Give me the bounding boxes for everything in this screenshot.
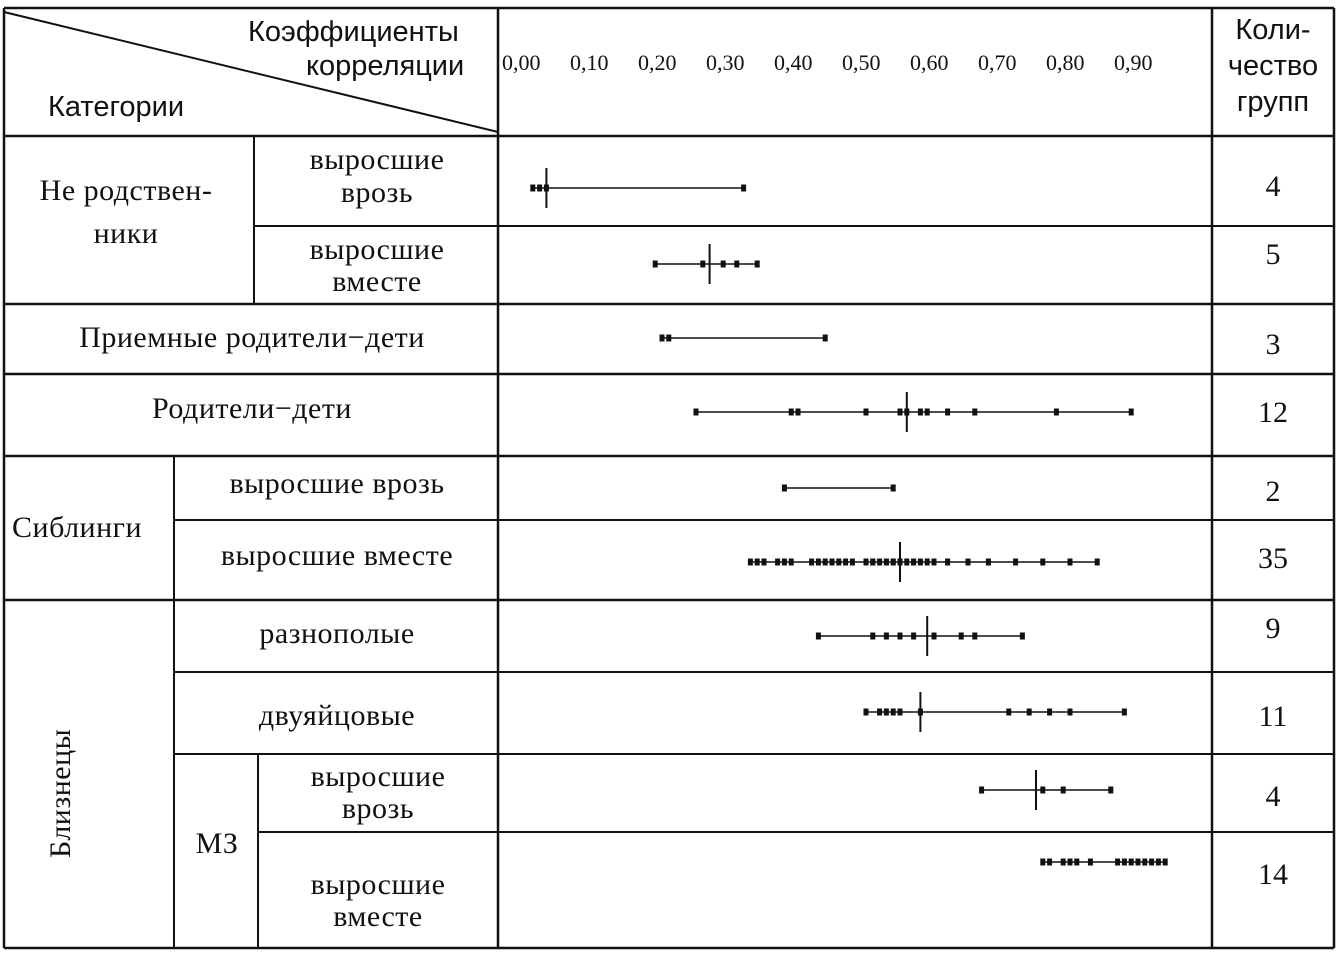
data-point: [666, 335, 671, 342]
x-tick-label: 0,00: [502, 50, 541, 75]
group-count: 4: [1265, 780, 1281, 813]
data-point: [891, 559, 896, 566]
data-point: [816, 559, 821, 566]
axis-title-line1: Коэффициенты: [248, 16, 459, 48]
data-point: [789, 409, 794, 416]
data-point: [734, 261, 739, 268]
data-point: [884, 559, 889, 566]
data-point: [1088, 859, 1093, 866]
data-point: [1095, 559, 1100, 566]
data-point: [755, 559, 760, 566]
sub-mz-apart-line2: врозь: [341, 792, 415, 825]
group-count: 5: [1265, 238, 1281, 271]
count-label-line1: Коли-: [1235, 14, 1311, 46]
data-point: [1040, 787, 1045, 794]
data-point: [1108, 787, 1113, 794]
data-point: [1156, 859, 1161, 866]
data-point: [932, 559, 937, 566]
sub-sib-together: выросшие вместе: [220, 539, 454, 572]
data-point: [986, 559, 991, 566]
data-point: [979, 787, 984, 794]
data-point: [1047, 859, 1052, 866]
data-point: [925, 409, 930, 416]
sub-together-line2: вместе: [332, 265, 422, 298]
data-point: [1129, 859, 1134, 866]
data-point: [1006, 709, 1011, 716]
count-label-line2: чество: [1227, 50, 1319, 82]
sub-together-line1: выросшие: [309, 233, 445, 266]
data-point: [1074, 859, 1079, 866]
data-point: [1061, 859, 1066, 866]
group-count: 35: [1258, 542, 1288, 575]
data-point: [700, 261, 705, 268]
data-point: [823, 559, 828, 566]
data-point: [1068, 709, 1073, 716]
sub-mz-together-line1: выросшие: [310, 868, 446, 901]
data-point: [836, 559, 841, 566]
data-point: [850, 559, 855, 566]
data-point: [925, 559, 930, 566]
data-point: [911, 559, 916, 566]
sub-dz-same: двуяйцовые: [258, 699, 416, 732]
data-point: [870, 559, 875, 566]
data-point: [864, 709, 869, 716]
group-count: 14: [1258, 858, 1288, 891]
group-adoptive: Приемные родители−дети: [79, 321, 425, 354]
data-point: [1068, 859, 1073, 866]
group-count: 3: [1265, 328, 1281, 361]
data-point: [741, 185, 746, 192]
x-tick-label: 0,30: [706, 50, 745, 75]
data-point: [762, 559, 767, 566]
group-unrelated-line2: ники: [93, 217, 159, 250]
data-point: [1061, 787, 1066, 794]
sub-mz-apart-line1: выросшие: [310, 760, 446, 793]
x-tick-label: 0,20: [638, 50, 677, 75]
count-label-line3: групп: [1236, 86, 1310, 118]
group-count: 9: [1265, 612, 1281, 645]
group-mz: МЗ: [195, 827, 239, 860]
sub-mz-together-line2: вместе: [333, 900, 423, 933]
data-point: [1013, 559, 1018, 566]
category-label: Категории: [48, 91, 185, 123]
group-count: 2: [1265, 475, 1281, 508]
data-point: [782, 559, 787, 566]
data-point: [1047, 709, 1052, 716]
group-count: 11: [1258, 700, 1288, 733]
data-point: [694, 409, 699, 416]
data-point: [830, 559, 835, 566]
data-point: [945, 559, 950, 566]
data-point: [789, 559, 794, 566]
x-tick-label: 0,50: [842, 50, 881, 75]
data-point: [1054, 409, 1059, 416]
data-point: [1122, 709, 1127, 716]
data-point: [884, 633, 889, 640]
x-tick-label: 0,10: [570, 50, 609, 75]
data-point: [904, 559, 909, 566]
data-point: [891, 709, 896, 716]
x-tick-label: 0,70: [978, 50, 1017, 75]
data-point: [898, 409, 903, 416]
data-point: [1163, 859, 1168, 866]
data-point: [796, 409, 801, 416]
data-point: [884, 709, 889, 716]
data-point: [966, 559, 971, 566]
axis-title-line2: корреляции: [306, 50, 465, 82]
data-point: [1040, 559, 1045, 566]
data-point: [755, 261, 760, 268]
data-point: [918, 559, 923, 566]
sub-apart-line2: врозь: [340, 176, 414, 209]
data-point: [877, 709, 882, 716]
data-point: [898, 633, 903, 640]
group-unrelated-line1: Не родствен-: [39, 174, 213, 207]
data-point: [1142, 859, 1147, 866]
data-point: [816, 633, 821, 640]
data-point: [1136, 859, 1141, 866]
data-point: [809, 559, 814, 566]
data-point: [864, 409, 869, 416]
data-point: [775, 559, 780, 566]
sub-apart-line1: выросшие: [309, 143, 445, 176]
data-point: [530, 185, 535, 192]
data-point: [537, 185, 542, 192]
data-point: [1068, 559, 1073, 566]
x-tick-label: 0,40: [774, 50, 813, 75]
data-point: [972, 409, 977, 416]
data-point: [959, 633, 964, 640]
data-point: [932, 633, 937, 640]
group-siblings: Сиблинги: [12, 511, 143, 544]
data-point: [898, 709, 903, 716]
data-point: [660, 335, 665, 342]
data-point: [918, 409, 923, 416]
data-point: [1149, 859, 1154, 866]
group-count: 12: [1258, 396, 1288, 429]
data-point: [782, 485, 787, 492]
group-twins: Близнецы: [44, 728, 77, 858]
data-point: [1020, 633, 1025, 640]
data-point: [748, 559, 753, 566]
group-count: 4: [1265, 170, 1281, 203]
data-point: [721, 261, 726, 268]
sub-dz-opposite: разнополые: [259, 617, 415, 650]
x-tick-label: 0,80: [1046, 50, 1085, 75]
data-point: [843, 559, 848, 566]
data-point: [877, 559, 882, 566]
data-point: [972, 633, 977, 640]
data-point: [653, 261, 658, 268]
data-point: [891, 485, 896, 492]
data-point: [1129, 409, 1134, 416]
sub-sib-apart: выросшие врозь: [229, 467, 445, 500]
data-point: [1040, 859, 1045, 866]
group-parents: Родители−дети: [151, 392, 352, 425]
x-tick-label: 0,60: [910, 50, 949, 75]
data-point: [1027, 709, 1032, 716]
data-point: [864, 559, 869, 566]
data-point: [870, 633, 875, 640]
x-tick-label: 0,90: [1114, 50, 1153, 75]
data-point: [911, 633, 916, 640]
data-point: [823, 335, 828, 342]
data-point: [1115, 859, 1120, 866]
data-point: [1122, 859, 1127, 866]
data-point: [945, 409, 950, 416]
